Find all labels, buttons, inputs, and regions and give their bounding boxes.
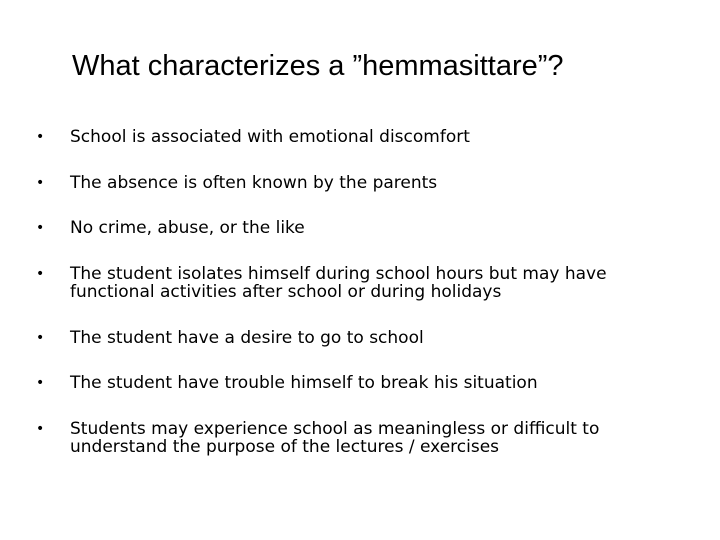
bullet-dot-icon: •: [36, 375, 45, 391]
bullet-dot-icon: •: [36, 330, 45, 346]
bullet-item: [36, 217, 676, 239]
bullet-dot-icon: •: [36, 175, 45, 191]
bullet-item: [36, 172, 676, 194]
bullet-dot-icon: •: [36, 266, 45, 282]
bullet-text: School is associated with emotional discomfort: [70, 127, 470, 147]
bullet-item: [36, 418, 676, 456]
bullet-dot-icon: •: [36, 220, 45, 236]
bullet-text: Students may experience school as meaningless or difficult to understand the purpose of the lectures / exercises: [70, 419, 600, 457]
bullet-item: [36, 327, 676, 349]
bullet-dot-icon: •: [36, 421, 45, 437]
slide-title: What characterizes a ”hemmasittare”?: [72, 50, 564, 82]
bullet-dot-icon: •: [36, 129, 45, 145]
bullet-text: The student have trouble himself to break his situation: [70, 373, 538, 393]
bullet-item: [36, 263, 676, 301]
bullet-text: The absence is often known by the parents: [70, 173, 438, 193]
bullet-item: [36, 372, 676, 394]
bullet-text: No crime, abuse, or the like: [70, 218, 305, 238]
bullet-text: The student have a desire to go to school: [70, 328, 424, 348]
bullet-text: The student isolates himself during school hours but may have functional activities after school or during holidays: [70, 264, 607, 302]
bullet-item: [36, 126, 676, 148]
